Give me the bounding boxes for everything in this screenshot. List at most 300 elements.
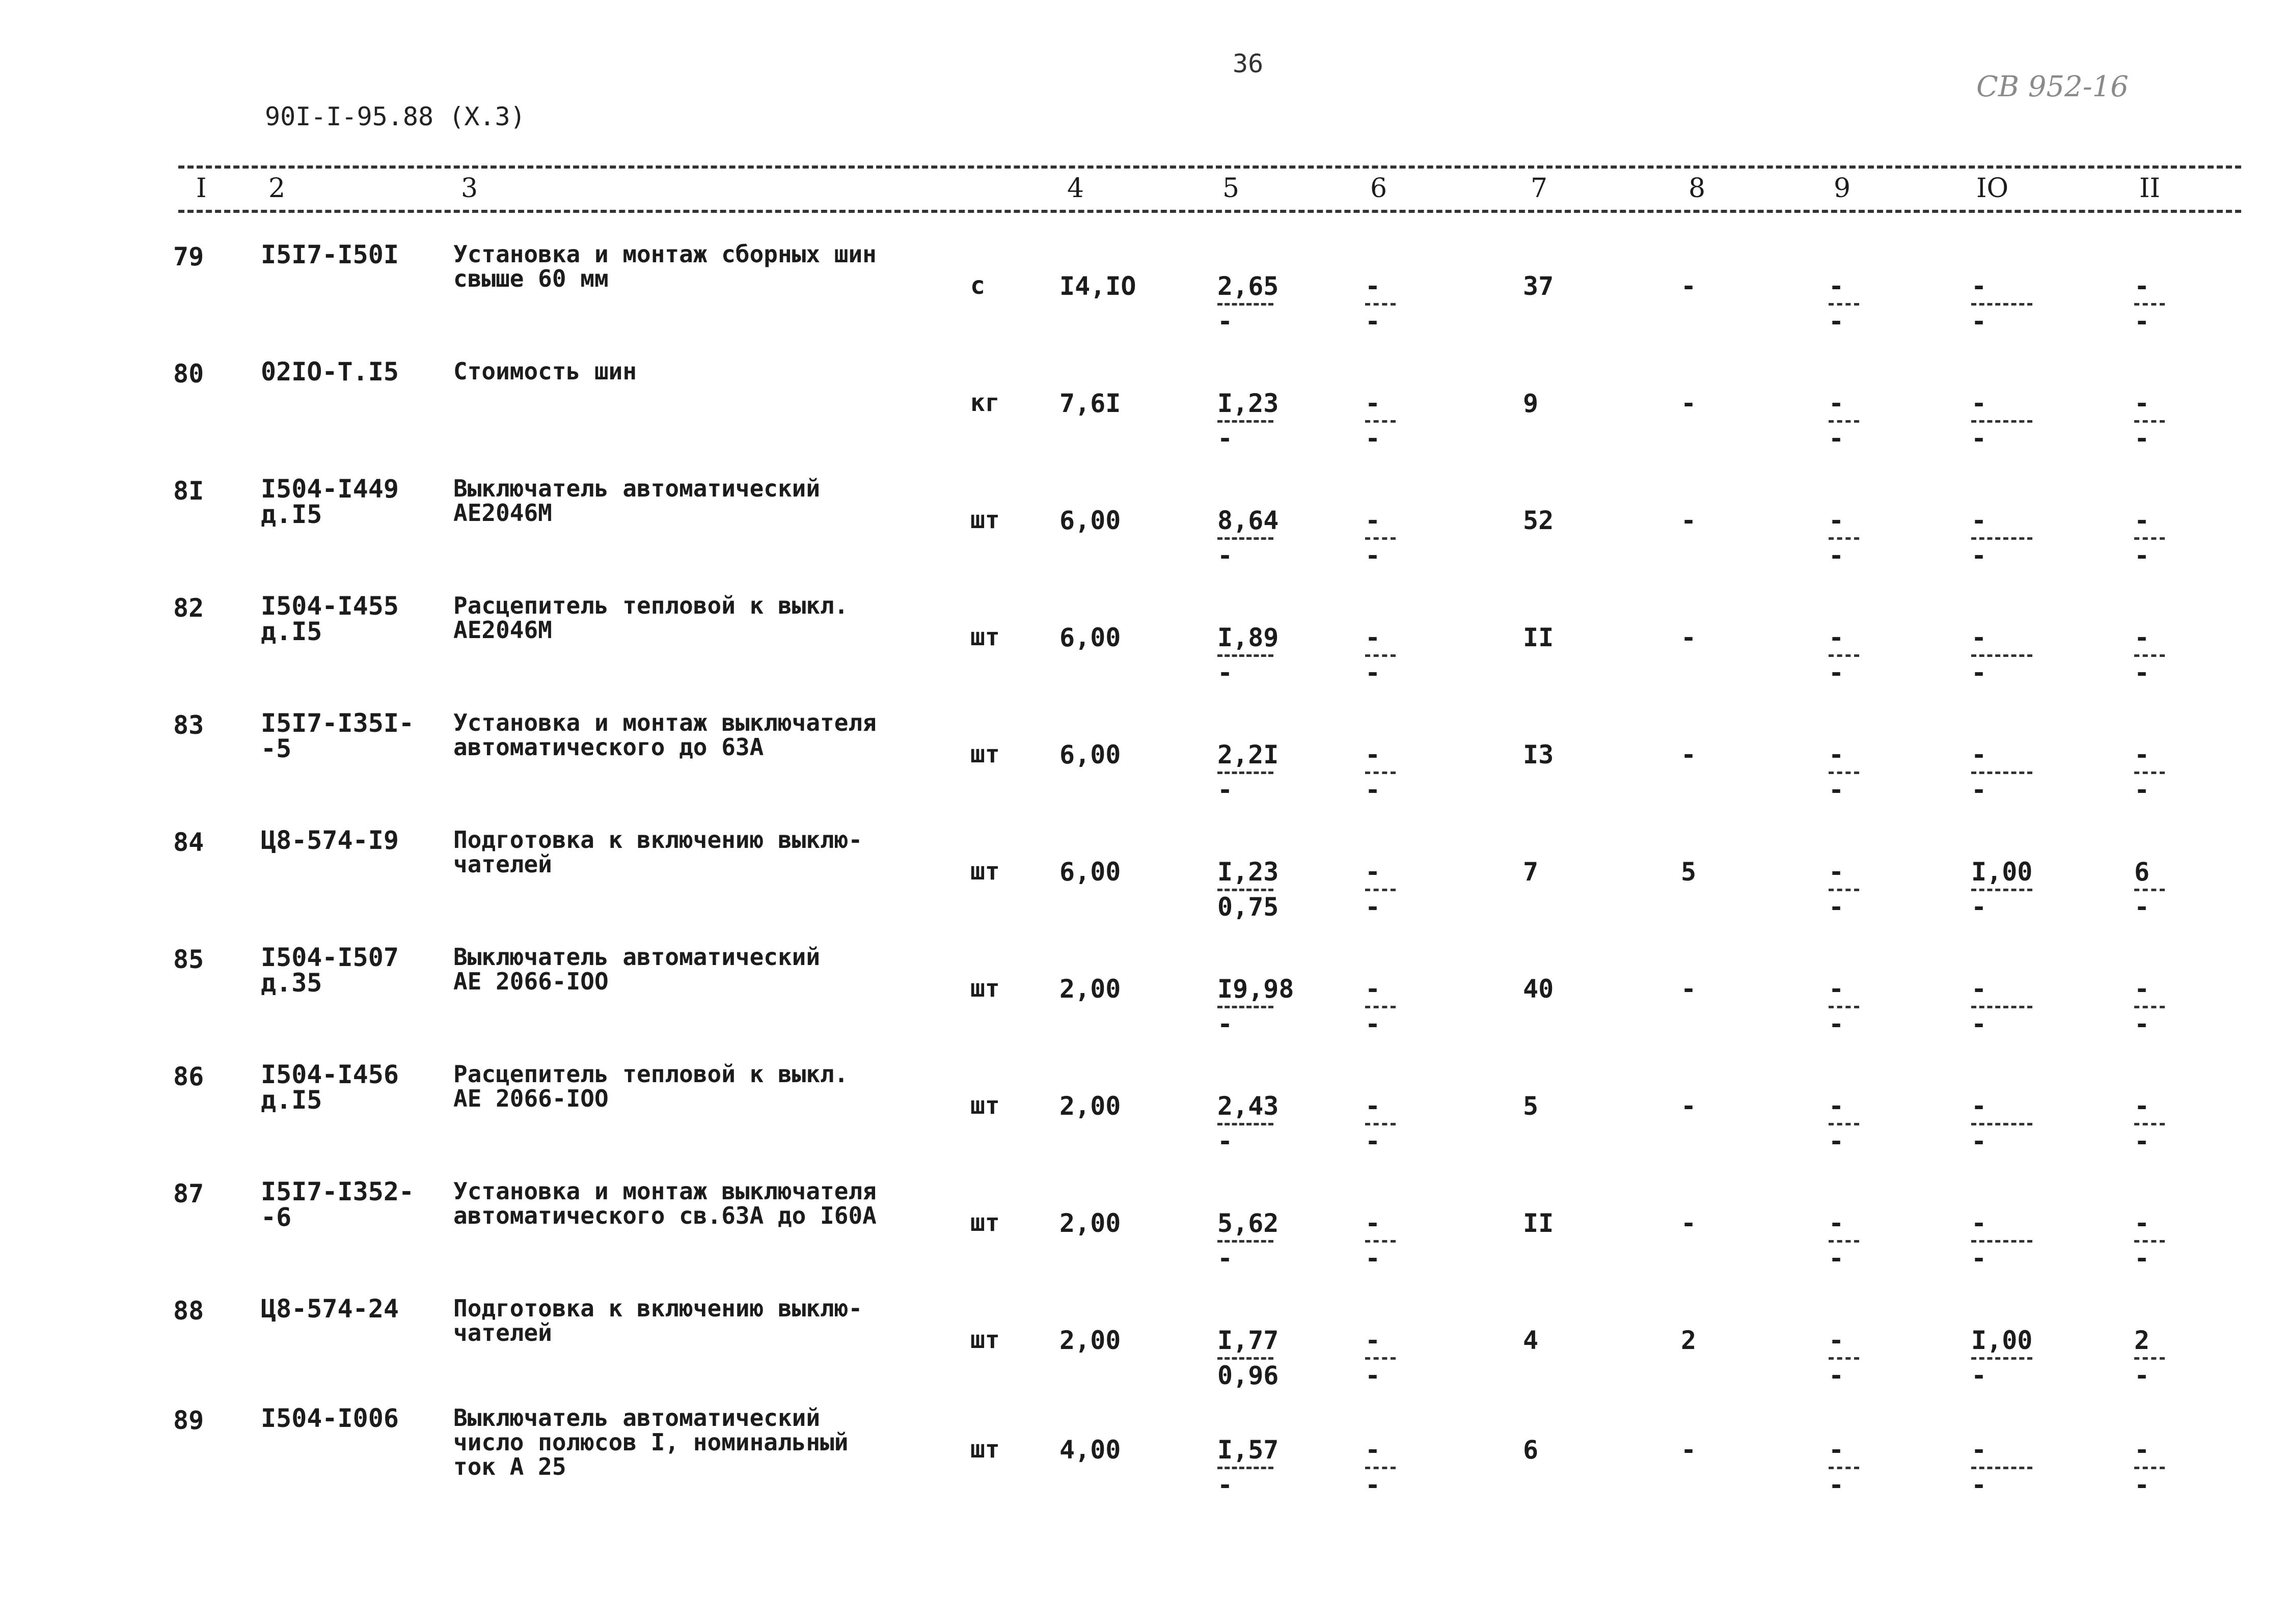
description-line: чателей [453,850,552,878]
norm-code-line: д.35 [261,968,322,998]
col-8-value: 2 [1681,1326,1697,1355]
col-10-value-denominator: - [1971,1361,1987,1390]
col-9-value-numerator: - [1829,1208,1844,1238]
col-6-value-denominator: - [1365,1126,1381,1156]
quantity: 6,00 [1059,857,1121,887]
col-11-value-divider [2134,420,2165,423]
unit-cost-denominator: 0,75 [1217,892,1279,922]
unit-cost-divider [1217,303,1273,306]
col-11-value-numerator: - [2134,974,2150,1004]
col-11-value-numerator: - [2134,506,2150,535]
col-11-value-divider [2134,303,2165,306]
table-row [0,359,2286,476]
col-6-value-numerator: - [1365,857,1381,887]
col-9-value-numerator: - [1829,1326,1844,1355]
col-11-value-numerator: - [2134,623,2150,652]
col-11-value [2134,271,2165,336]
row-number: 86 [173,1062,204,1091]
col-6-value-divider [1365,1357,1396,1360]
col-header-10: IO [1976,173,2009,204]
norm-code [261,1296,399,1322]
description-line: АЕ 2066-IOO [453,1085,609,1112]
col-8-value: - [1681,1435,1697,1465]
unit-cost [1217,1435,1278,1500]
row-number: 85 [173,945,204,974]
col-11-value-divider [2134,537,2165,540]
col-11-value [2134,1326,2165,1390]
col-8-value: - [1681,974,1697,1004]
unit-of-measure: шт [970,1091,1000,1120]
col-10-value-numerator: - [1971,271,1987,301]
unit-cost-denominator: - [1217,424,1233,453]
unit-cost-divider [1217,654,1273,657]
col-10-value [1971,1435,2032,1500]
col-8-value: - [1681,740,1697,769]
unit-cost-denominator: - [1217,541,1233,570]
unit-cost-numerator: 5,62 [1217,1208,1279,1238]
col-10-value-numerator: - [1971,1091,1987,1121]
col-6-value-divider [1365,303,1396,306]
col-9-value-denominator: - [1829,775,1844,805]
unit-cost-divider [1217,772,1273,774]
col-9-value [1829,740,1859,805]
col-11-value-numerator: - [2134,1208,2150,1238]
unit-cost-numerator: 8,64 [1217,506,1279,535]
total-cost: 9 [1523,389,1539,418]
norm-code-line: I504-I507 [261,943,399,972]
col-11-value-divider [2134,1357,2165,1360]
col-9-value-denominator: - [1829,307,1844,336]
unit-cost [1217,857,1278,922]
norm-code [261,1403,399,1433]
row-number: 80 [173,359,204,389]
col-11-value-denominator: - [2134,541,2150,570]
col-6-value-denominator: - [1365,892,1381,922]
row-number: 82 [173,593,204,623]
col-9-value-divider [1829,1123,1859,1125]
col-10-value-numerator: - [1971,1208,1987,1238]
col-11-value [2134,974,2165,1039]
col-9-value-divider [1829,889,1859,891]
col-6-value-numerator: - [1365,271,1381,301]
description-line: автоматического св.63А до I60А [453,1202,877,1229]
col-11-value-denominator: - [2134,1361,2150,1390]
col-11-value-denominator: - [2134,1470,2150,1500]
col-10-value-denominator: - [1971,307,1987,336]
col-8-value: - [1681,389,1697,418]
col-10-value [1971,271,2032,336]
col-6-value-numerator: - [1365,1326,1381,1355]
unit-cost [1217,623,1278,687]
work-description [453,1179,877,1228]
col-6-value-numerator: - [1365,1208,1381,1238]
col-11-value [2134,740,2165,805]
col-10-value-divider [1971,303,2032,306]
description-line: свыше 60 мм [453,265,609,292]
description-line: Подготовка к включению выклю- [453,1295,863,1322]
col-11-value-denominator: - [2134,424,2150,453]
col-header-3: 3 [461,173,478,204]
table-row [0,593,2286,710]
work-description [453,242,877,291]
col-10-value [1971,857,2032,922]
unit-cost-denominator: - [1217,658,1233,687]
col-10-value-divider [1971,1123,2032,1125]
col-6-value [1365,857,1396,922]
col-6-value-denominator: - [1365,424,1381,453]
col-8-value: - [1681,271,1697,301]
col-10-value-denominator: - [1971,424,1987,453]
col-9-value-divider [1829,303,1859,306]
col-10-value-denominator: - [1971,775,1987,805]
unit-cost [1217,389,1278,453]
unit-cost [1217,974,1294,1039]
col-6-value [1365,1435,1396,1500]
unit-cost-divider [1217,1467,1273,1469]
col-11-value-numerator: - [2134,1091,2150,1121]
col-10-value-denominator: - [1971,1126,1987,1156]
row-number: 89 [173,1406,204,1435]
col-9-value-numerator: - [1829,389,1844,418]
col-9-value-divider [1829,420,1859,423]
col-header-6: 6 [1370,173,1387,204]
col-9-value-numerator: - [1829,623,1844,652]
unit-cost-numerator: I,23 [1217,389,1279,418]
norm-code-line: I504-I455 [261,591,399,621]
description-line: Выключатель автоматический [453,1404,821,1432]
norm-code-line: I5I7-I35I- [261,708,415,738]
norm-code-line: д.I5 [261,617,322,646]
norm-code-line: -6 [261,1202,292,1232]
col-10-value [1971,1208,2032,1273]
unit-of-measure: шт [970,623,1000,651]
quantity: I4,IO [1059,271,1136,301]
work-description [453,945,820,994]
description-line: Расцепитель тепловой к выкл. [453,592,849,619]
unit-of-measure: кг [970,389,1000,417]
table-row [0,945,2286,1062]
col-10-value-numerator: I,00 [1971,1326,2033,1355]
unit-cost-numerator: I,77 [1217,1326,1279,1355]
norm-code-line: I504-I006 [261,1403,399,1433]
col-6-value-numerator: - [1365,1091,1381,1121]
unit-cost [1217,1091,1278,1156]
col-11-value [2134,506,2165,570]
col-9-value-denominator: - [1829,1126,1844,1156]
col-9-value-numerator: - [1829,974,1844,1004]
col-10-value-numerator: - [1971,740,1987,769]
row-number: 88 [173,1296,204,1326]
col-11-value-numerator: 6 [2134,857,2150,887]
col-11-value-denominator: - [2134,1126,2150,1156]
norm-code [261,357,399,387]
col-6-value-divider [1365,1123,1396,1125]
col-11-value-divider [2134,1240,2165,1243]
norm-code-line: -5 [261,734,292,763]
row-number: 8I [173,476,204,506]
total-cost: 7 [1523,857,1539,887]
row-number: 84 [173,828,204,857]
work-description [453,1406,848,1479]
col-9-value-numerator: - [1829,1435,1844,1465]
col-header-7: 7 [1531,173,1548,204]
archive-stamp: СВ 952-16 [1976,70,2129,103]
unit-cost [1217,1208,1278,1273]
quantity: 6,00 [1059,740,1121,769]
col-9-value-numerator: - [1829,740,1844,769]
col-9-value-numerator: - [1829,271,1844,301]
col-6-value [1365,1326,1396,1390]
col-10-value-divider [1971,772,2032,774]
unit-cost [1217,506,1278,570]
description-line: Установка и монтаж выключателя [453,709,877,736]
col-11-value [2134,857,2165,922]
col-6-value-denominator: - [1365,658,1381,687]
norm-code [261,825,399,855]
description-line: ток А 25 [453,1453,566,1480]
col-10-value [1971,506,2032,570]
unit-cost-divider [1217,889,1273,891]
col-9-value-denominator: - [1829,541,1844,570]
col-6-value-denominator: - [1365,307,1381,336]
description-line: АЕ2046М [453,499,552,527]
norm-code [261,945,399,996]
unit-cost [1217,1326,1278,1390]
unit-cost-divider [1217,1123,1273,1125]
norm-code-line: Ц8-574-I9 [261,825,399,855]
unit-cost-denominator: 0,96 [1217,1361,1279,1390]
col-10-value-numerator: - [1971,1435,1987,1465]
col-6-value-numerator: - [1365,389,1381,418]
col-11-value-numerator: - [2134,271,2150,301]
col-10-value-denominator: - [1971,1009,1987,1039]
total-cost: II [1523,623,1554,652]
col-11-value [2134,389,2165,453]
col-11-value-divider [2134,1467,2165,1469]
col-11-value-divider [2134,654,2165,657]
col-header-1: I [196,173,207,204]
col-6-value [1365,389,1396,453]
description-line: чателей [453,1319,552,1346]
norm-code [261,476,399,527]
norm-code-line: I504-I456 [261,1060,399,1089]
unit-cost-denominator: - [1217,1009,1233,1039]
col-9-value-divider [1829,537,1859,540]
col-9-value [1829,389,1859,453]
col-10-value-denominator: - [1971,658,1987,687]
col-11-value-numerator: 2 [2134,1326,2150,1355]
col-6-value-denominator: - [1365,1244,1381,1273]
col-6-value-numerator: - [1365,506,1381,535]
col-10-value [1971,740,2032,805]
table-row [0,242,2286,359]
unit-cost-numerator: I,23 [1217,857,1279,887]
col-6-value-divider [1365,537,1396,540]
col-9-value-numerator: - [1829,1091,1844,1121]
col-9-value-numerator: - [1829,506,1844,535]
col-8-value: - [1681,506,1697,535]
col-9-value-denominator: - [1829,892,1844,922]
unit-cost-divider [1217,1006,1273,1008]
col-6-value [1365,506,1396,570]
col-11-value [2134,1208,2165,1273]
col-6-value-denominator: - [1365,1470,1381,1500]
unit-of-measure: шт [970,1435,1000,1464]
col-11-value-denominator: - [2134,658,2150,687]
col-9-value-divider [1829,1357,1859,1360]
col-6-value [1365,740,1396,805]
total-cost: 52 [1523,506,1554,535]
quantity: 2,00 [1059,974,1121,1004]
col-11-value-numerator: - [2134,389,2150,418]
col-6-value-denominator: - [1365,1361,1381,1390]
col-6-value-divider [1365,1467,1396,1469]
norm-code [261,710,414,761]
col-9-value [1829,974,1859,1039]
col-10-value-denominator: - [1971,892,1987,922]
col-10-value-divider [1971,537,2032,540]
col-6-value [1365,1208,1396,1273]
col-9-value-divider [1829,654,1859,657]
col-10-value-divider [1971,1006,2032,1008]
work-description [453,476,820,525]
col-6-value-denominator: - [1365,1009,1381,1039]
work-description [453,1296,862,1345]
quantity: 2,00 [1059,1326,1121,1355]
table-row [0,710,2286,828]
col-11-value-numerator: - [2134,1435,2150,1465]
col-9-value-divider [1829,772,1859,774]
work-description [453,828,862,876]
unit-cost-denominator: - [1217,307,1233,336]
description-line: Установка и монтаж сборных шин [453,240,877,268]
unit-cost-numerator: I9,98 [1217,974,1294,1004]
col-10-value [1971,389,2032,453]
table-row [0,1403,2286,1523]
col-10-value [1971,974,2032,1039]
col-8-value: - [1681,623,1697,652]
col-11-value-divider [2134,889,2165,891]
col-10-value-numerator: - [1971,506,1987,535]
col-10-value-denominator: - [1971,541,1987,570]
col-6-value-divider [1365,772,1396,774]
col-11-value [2134,1435,2165,1500]
description-line: число полюсов I, номинальный [453,1428,849,1456]
table-row [0,476,2286,593]
col-6-value-divider [1365,1240,1396,1243]
description-line: АЕ 2066-IOO [453,968,609,995]
col-6-value [1365,623,1396,687]
table-row [0,825,2286,945]
norm-code-line: I5I7-I352- [261,1177,415,1206]
unit-cost-numerator: 2,2I [1217,740,1279,769]
unit-cost-denominator: - [1217,1470,1233,1500]
col-10-value-divider [1971,1467,2032,1469]
quantity: 6,00 [1059,506,1121,535]
col-6-value [1365,974,1396,1039]
col-6-value-divider [1365,420,1396,423]
col-11-value-denominator: - [2134,775,2150,805]
unit-of-measure: шт [970,506,1000,534]
unit-cost-numerator: 2,43 [1217,1091,1279,1121]
col-6-value [1365,1091,1396,1156]
quantity: 2,00 [1059,1208,1121,1238]
col-10-value-divider [1971,1357,2032,1360]
header-top-rule [178,166,2241,169]
unit-cost [1217,740,1278,805]
col-11-value-denominator: - [2134,307,2150,336]
quantity: 4,00 [1059,1435,1121,1465]
col-8-value: - [1681,1208,1697,1238]
col-9-value-denominator: - [1829,658,1844,687]
col-9-value-denominator: - [1829,1009,1844,1039]
col-11-value [2134,623,2165,687]
col-10-value-numerator: - [1971,623,1987,652]
table-row [0,1296,2286,1413]
col-11-value-denominator: - [2134,1009,2150,1039]
col-10-value-divider [1971,889,2032,891]
col-10-value [1971,1326,2032,1390]
norm-code [261,1062,399,1113]
col-header-5: 5 [1222,173,1240,204]
description-line: Подготовка к включению выклю- [453,826,863,854]
col-10-value [1971,623,2032,687]
unit-cost-denominator: - [1217,1244,1233,1273]
unit-of-measure: шт [970,974,1000,1003]
col-10-value-numerator: I,00 [1971,857,2033,887]
col-9-value [1829,506,1859,570]
total-cost: 4 [1523,1326,1539,1355]
col-11-value-denominator: - [2134,892,2150,922]
work-description [453,593,848,642]
col-header-11: II [2139,173,2161,204]
col-6-value-denominator: - [1365,541,1381,570]
col-9-value-denominator: - [1829,1244,1844,1273]
unit-cost-divider [1217,1357,1273,1360]
col-9-value [1829,1091,1859,1156]
col-10-value-numerator: - [1971,389,1987,418]
col-10-value-numerator: - [1971,974,1987,1004]
document-code: 90I-I-95.88 (X.3) [265,102,526,131]
norm-code-line: I504-I449 [261,474,399,504]
total-cost: 6 [1523,1435,1539,1465]
page-number: 36 [1233,49,1264,78]
total-cost: 37 [1523,271,1554,301]
norm-code-line: Ц8-574-24 [261,1294,399,1324]
unit-cost-numerator: I,57 [1217,1435,1279,1465]
col-9-value-denominator: - [1829,1361,1844,1390]
col-6-value-divider [1365,889,1396,891]
col-header-8: 8 [1689,173,1706,204]
norm-code-line: 02IO-T.I5 [261,357,399,387]
col-11-value-denominator: - [2134,1244,2150,1273]
description-line: Расцепитель тепловой к выкл. [453,1060,849,1088]
quantity: 7,6I [1059,389,1121,418]
col-9-value [1829,857,1859,922]
col-6-value-denominator: - [1365,775,1381,805]
col-9-value [1829,1435,1859,1500]
col-6-value-divider [1365,654,1396,657]
col-6-value [1365,271,1396,336]
row-number: 79 [173,242,204,271]
quantity: 6,00 [1059,623,1121,652]
description-line: Установка и монтаж выключателя [453,1177,877,1205]
description-line: автоматического до 63А [453,733,764,761]
description-line: Выключатель автоматический [453,475,821,502]
unit-cost-denominator: - [1217,1126,1233,1156]
col-11-value-numerator: - [2134,740,2150,769]
work-description [453,710,877,759]
